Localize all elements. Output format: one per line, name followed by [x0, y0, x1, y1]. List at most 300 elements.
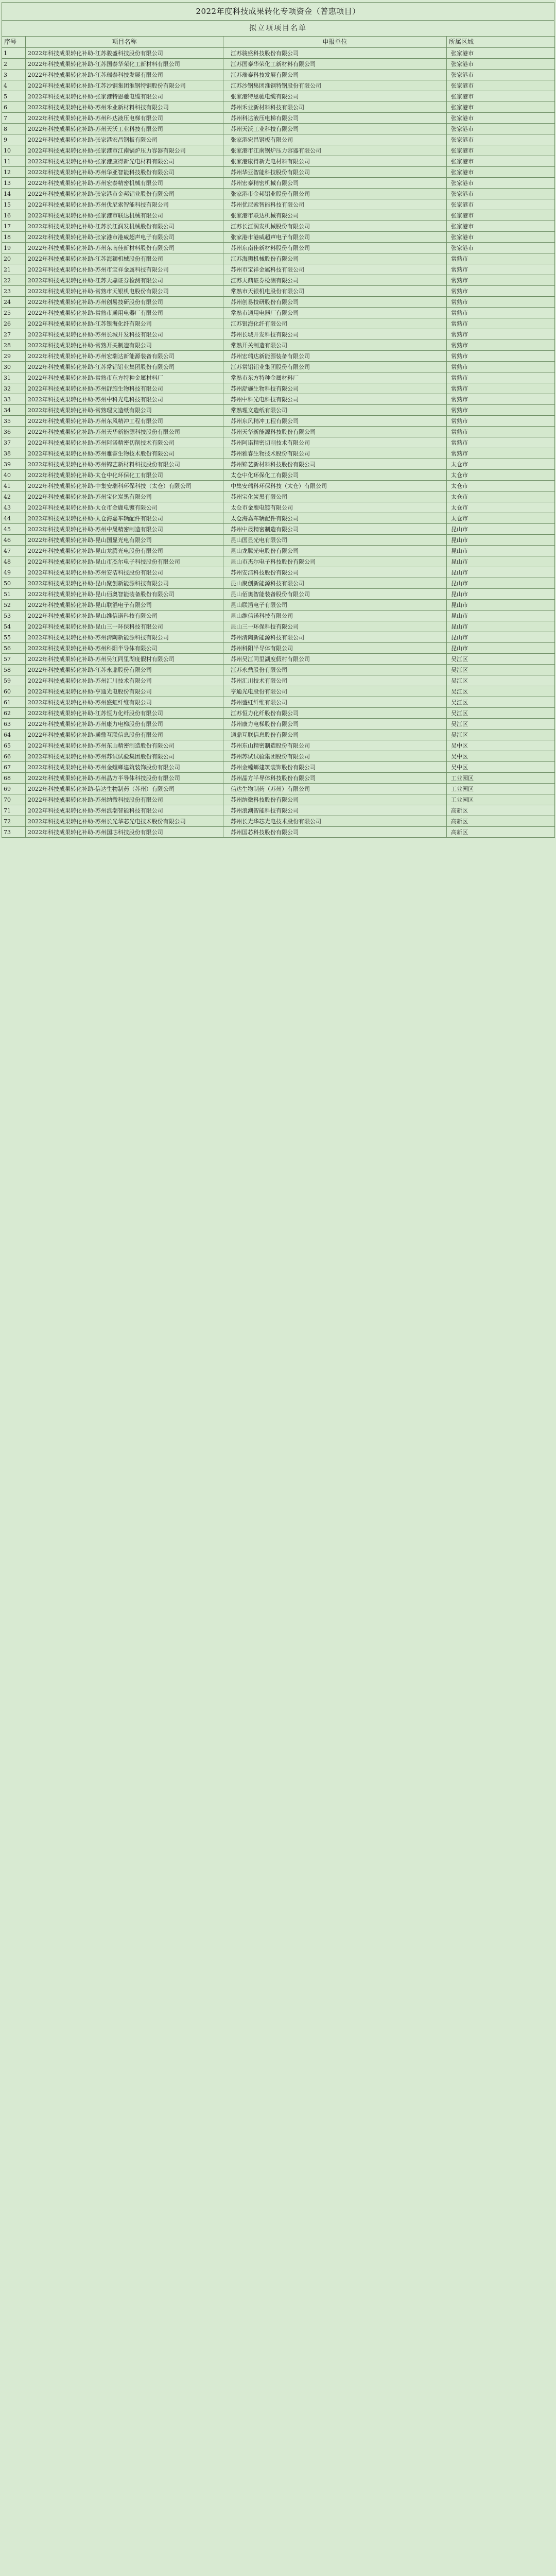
header-no: 序号 — [2, 37, 26, 48]
row-area: 常熟市 — [447, 362, 555, 372]
row-number: 58 — [2, 665, 26, 675]
row-project: 2022年科技成果转化补助-江苏天鼎证券检测有限公司 — [26, 275, 223, 286]
table-row — [2, 134, 555, 145]
row-org: 张家港康得新光电材料有限公司 — [223, 156, 447, 167]
table-row — [2, 567, 555, 578]
row-project: 2022年科技成果转化补助-信达生物制药（苏州）有限公司 — [26, 784, 223, 794]
table-row — [2, 145, 555, 156]
table-row — [2, 243, 555, 253]
row-project: 2022年科技成果转化补助-江苏沙钢集团淮钢特钢股份有限公司 — [26, 80, 223, 91]
row-project: 2022年科技成果转化补助-苏州创易技研股份有限公司 — [26, 297, 223, 308]
row-number: 65 — [2, 740, 26, 751]
row-number: 52 — [2, 600, 26, 611]
row-area: 吴中区 — [447, 740, 555, 751]
row-org: 昆山市杰尔电子科技股份有限公司 — [223, 556, 447, 567]
row-number: 54 — [2, 621, 26, 632]
row-org: 江苏长江润发机械股份有限公司 — [223, 221, 447, 232]
row-area: 吴江区 — [447, 665, 555, 675]
row-org: 昆山佰奥智能装备股份有限公司 — [223, 589, 447, 600]
row-area: 工业园区 — [447, 784, 555, 794]
table-row — [2, 102, 555, 113]
row-area: 张家港市 — [447, 210, 555, 221]
table-row — [2, 362, 555, 372]
row-number: 12 — [2, 167, 26, 178]
row-project: 2022年科技成果转化补助-张家港市联达机械有限公司 — [26, 210, 223, 221]
table-row — [2, 351, 555, 362]
row-area: 昆山市 — [447, 524, 555, 535]
row-number: 61 — [2, 697, 26, 708]
row-project: 2022年科技成果转化补助-江苏骏盛科技股份有限公司 — [26, 48, 223, 59]
row-number: 59 — [2, 675, 26, 686]
row-org: 苏州国芯科技股份有限公司 — [223, 827, 447, 838]
row-org: 苏州中科光电科技有限公司 — [223, 394, 447, 405]
row-area: 昆山市 — [447, 567, 555, 578]
table-row — [2, 178, 555, 189]
table-row — [2, 448, 555, 459]
row-org: 常熟市东方特种金属材料厂 — [223, 372, 447, 383]
row-number: 48 — [2, 556, 26, 567]
row-project: 2022年科技成果转化补助-昆山国显光电有限公司 — [26, 535, 223, 546]
row-number: 10 — [2, 145, 26, 156]
row-project: 2022年科技成果转化补助-张家港宏昌钢板有限公司 — [26, 134, 223, 145]
table-row — [2, 286, 555, 297]
table-row — [2, 437, 555, 448]
table-row — [2, 318, 555, 329]
row-project: 2022年科技成果转化补助-苏州市宝祥金属科技有限公司 — [26, 264, 223, 275]
table-row — [2, 686, 555, 697]
row-number: 43 — [2, 502, 26, 513]
row-number: 9 — [2, 134, 26, 145]
row-number: 3 — [2, 70, 26, 80]
row-org: 苏州科阳半导体有限公司 — [223, 643, 447, 654]
row-area: 张家港市 — [447, 80, 555, 91]
row-project: 2022年科技成果转化补助-江苏银海化纤有限公司 — [26, 318, 223, 329]
row-area: 常熟市 — [447, 372, 555, 383]
row-area: 常熟市 — [447, 308, 555, 318]
row-project: 2022年科技成果转化补助-常熟市东方特种金属材料厂 — [26, 372, 223, 383]
row-org: 苏州雅睿生物技术股份有限公司 — [223, 448, 447, 459]
table-row — [2, 611, 555, 621]
row-project: 2022年科技成果转化补助-苏州金螳螂建筑装饰股份有限公司 — [26, 762, 223, 773]
row-number: 57 — [2, 654, 26, 665]
row-area: 张家港市 — [447, 91, 555, 102]
row-project: 2022年科技成果转化补助-昆山市杰尔电子科技股份有限公司 — [26, 556, 223, 567]
row-area: 张家港市 — [447, 232, 555, 243]
row-area: 昆山市 — [447, 546, 555, 556]
row-org: 苏州科达液压电梯有限公司 — [223, 113, 447, 124]
table-row — [2, 643, 555, 654]
row-number: 66 — [2, 751, 26, 762]
table-row — [2, 297, 555, 308]
row-project: 2022年科技成果转化补助-苏州华亚智能科技股份有限公司 — [26, 167, 223, 178]
row-number: 38 — [2, 448, 26, 459]
row-area: 常熟市 — [447, 275, 555, 286]
document-title: 2022年度科技成果转化专项资金（普惠项目） — [2, 2, 554, 20]
row-org: 江苏骏盛科技股份有限公司 — [223, 48, 447, 59]
row-number: 51 — [2, 589, 26, 600]
row-project: 2022年科技成果转化补助-昆山佰奥智能装备股份有限公司 — [26, 589, 223, 600]
row-project: 2022年科技成果转化补助-江苏长江润发机械股份有限公司 — [26, 221, 223, 232]
row-project: 2022年科技成果转化补助-江苏国泰华荣化工新材料有限公司 — [26, 59, 223, 70]
document-subtitle: 拟立项项目名单 — [2, 20, 554, 36]
row-org: 苏州东风精冲工程有限公司 — [223, 416, 447, 427]
table-row — [2, 48, 555, 59]
row-org: 太仓市金鹿电镀有限公司 — [223, 502, 447, 513]
row-project: 2022年科技成果转化补助-常熟开关制造有限公司 — [26, 340, 223, 351]
row-area: 昆山市 — [447, 535, 555, 546]
table-row — [2, 589, 555, 600]
row-org: 常熟市通用电器厂有限公司 — [223, 308, 447, 318]
row-number: 18 — [2, 232, 26, 243]
table-row — [2, 124, 555, 134]
row-project: 2022年科技成果转化补助-常熟市天银机电股份有限公司 — [26, 286, 223, 297]
table-row — [2, 394, 555, 405]
row-number: 5 — [2, 91, 26, 102]
header-project: 项目名称 — [26, 37, 223, 48]
row-org: 苏州苏试试验集团股份有限公司 — [223, 751, 447, 762]
row-area: 吴江区 — [447, 719, 555, 730]
row-project: 2022年科技成果转化补助-苏州中科光电科技有限公司 — [26, 394, 223, 405]
row-project: 2022年科技成果转化补助-张家港市江南锅炉压力容器有限公司 — [26, 145, 223, 156]
row-org: 苏州天沃工业科技有限公司 — [223, 124, 447, 134]
row-area: 张家港市 — [447, 243, 555, 253]
row-number: 26 — [2, 318, 26, 329]
row-project: 2022年科技成果转化补助-太仓中化环保化工有限公司 — [26, 470, 223, 481]
row-number: 46 — [2, 535, 26, 546]
row-project: 2022年科技成果转化补助-苏州雅睿生物技术股份有限公司 — [26, 448, 223, 459]
row-number: 32 — [2, 383, 26, 394]
row-org: 苏州宏泰精密机械有限公司 — [223, 178, 447, 189]
row-area: 太仓市 — [447, 502, 555, 513]
header-area: 所属区域 — [447, 37, 555, 48]
row-area: 工业园区 — [447, 794, 555, 805]
row-area: 吴江区 — [447, 675, 555, 686]
row-number: 45 — [2, 524, 26, 535]
row-number: 2 — [2, 59, 26, 70]
table-row — [2, 502, 555, 513]
row-project: 2022年科技成果转化补助-昆山三一环保科技有限公司 — [26, 621, 223, 632]
row-org: 江苏沙钢集团淮钢特钢股份有限公司 — [223, 80, 447, 91]
row-number: 8 — [2, 124, 26, 134]
row-project: 2022年科技成果转化补助-江苏瑞泰科技发展有限公司 — [26, 70, 223, 80]
row-org: 苏州天华新能源科技股份有限公司 — [223, 427, 447, 437]
row-number: 19 — [2, 243, 26, 253]
row-number: 11 — [2, 156, 26, 167]
table-row — [2, 405, 555, 416]
row-org: 苏州宏瑞达新能源装备有限公司 — [223, 351, 447, 362]
row-area: 常熟市 — [447, 253, 555, 264]
table-row — [2, 167, 555, 178]
row-area: 常熟市 — [447, 405, 555, 416]
row-area: 常熟市 — [447, 394, 555, 405]
row-number: 30 — [2, 362, 26, 372]
row-project: 2022年科技成果转化补助-江苏常铝铝业集团股份有限公司 — [26, 362, 223, 372]
row-area: 常熟市 — [447, 437, 555, 448]
row-org: 苏州禾业新材料科技有限公司 — [223, 102, 447, 113]
table-header-row — [2, 37, 555, 48]
row-org: 苏州阿诺精密切削技术有限公司 — [223, 437, 447, 448]
row-org: 江苏永鼎股份有限公司 — [223, 665, 447, 675]
row-number: 72 — [2, 816, 26, 827]
row-project: 2022年科技成果转化补助-中集安瑞科环保科技（太仓）有限公司 — [26, 481, 223, 492]
row-number: 71 — [2, 805, 26, 816]
row-project: 2022年科技成果转化补助-苏州吴江同里湖度假村有限公司 — [26, 654, 223, 665]
row-area: 吴江区 — [447, 697, 555, 708]
row-number: 55 — [2, 632, 26, 643]
row-number: 50 — [2, 578, 26, 589]
row-org: 张家港市港威超声电子有限公司 — [223, 232, 447, 243]
row-number: 53 — [2, 611, 26, 621]
row-project: 2022年科技成果转化补助-张家港特恩驰电缆有限公司 — [26, 91, 223, 102]
row-area: 太仓市 — [447, 492, 555, 502]
row-org: 亨通光电股份有限公司 — [223, 686, 447, 697]
row-number: 14 — [2, 189, 26, 199]
row-project: 2022年科技成果转化补助-苏州安洁科技股份有限公司 — [26, 567, 223, 578]
row-org: 昆山维信诺科技有限公司 — [223, 611, 447, 621]
row-area: 张家港市 — [447, 70, 555, 80]
row-area: 高新区 — [447, 805, 555, 816]
row-org: 昆山聚创新能源科技有限公司 — [223, 578, 447, 589]
row-project: 2022年科技成果转化补助-苏州苏试试验集团股份有限公司 — [26, 751, 223, 762]
row-number: 17 — [2, 221, 26, 232]
row-project: 2022年科技成果转化补助-常熟理文造纸有限公司 — [26, 405, 223, 416]
row-number: 42 — [2, 492, 26, 502]
row-org: 苏州汇川技术有限公司 — [223, 675, 447, 686]
row-org: 江苏天鼎证券检测有限公司 — [223, 275, 447, 286]
row-number: 67 — [2, 762, 26, 773]
row-area: 昆山市 — [447, 643, 555, 654]
row-project: 2022年科技成果转化补助-苏州国芯科技股份有限公司 — [26, 827, 223, 838]
row-project: 2022年科技成果转化补助-苏州晶方半导体科技股份有限公司 — [26, 773, 223, 784]
row-project: 2022年科技成果转化补助-太仓市金鹿电镀有限公司 — [26, 502, 223, 513]
table-row — [2, 751, 555, 762]
row-project: 2022年科技成果转化补助-昆山龙腾光电股份有限公司 — [26, 546, 223, 556]
row-area: 常熟市 — [447, 264, 555, 275]
row-org: 信达生物制药（苏州）有限公司 — [223, 784, 447, 794]
row-area: 常熟市 — [447, 340, 555, 351]
row-area: 常熟市 — [447, 351, 555, 362]
row-area: 常熟市 — [447, 448, 555, 459]
row-project: 2022年科技成果转化补助-昆山联滔电子有限公司 — [26, 600, 223, 611]
row-org: 太仓海嘉车辆配件有限公司 — [223, 513, 447, 524]
row-area: 高新区 — [447, 816, 555, 827]
row-number: 24 — [2, 297, 26, 308]
row-org: 苏州纳微科技股份有限公司 — [223, 794, 447, 805]
table-row — [2, 632, 555, 643]
table-row — [2, 80, 555, 91]
row-project: 2022年科技成果转化补助-苏州科达液压电梯有限公司 — [26, 113, 223, 124]
row-org: 昆山龙腾光电股份有限公司 — [223, 546, 447, 556]
row-area: 昆山市 — [447, 611, 555, 621]
table-row — [2, 805, 555, 816]
row-number: 13 — [2, 178, 26, 189]
row-project: 2022年科技成果转化补助-苏州清陶新能源科技有限公司 — [26, 632, 223, 643]
row-number: 6 — [2, 102, 26, 113]
row-area: 张家港市 — [447, 102, 555, 113]
row-org: 苏州盛虹纤维有限公司 — [223, 697, 447, 708]
row-org: 苏州中晟精密制造有限公司 — [223, 524, 447, 535]
table-row — [2, 665, 555, 675]
row-number: 56 — [2, 643, 26, 654]
row-area: 昆山市 — [447, 556, 555, 567]
row-org: 苏州长城开发科技有限公司 — [223, 329, 447, 340]
row-number: 27 — [2, 329, 26, 340]
row-project: 2022年科技成果转化补助-苏州盛虹纤维有限公司 — [26, 697, 223, 708]
table-row — [2, 481, 555, 492]
row-area: 吴江区 — [447, 730, 555, 740]
table-row — [2, 91, 555, 102]
table-row — [2, 730, 555, 740]
row-project: 2022年科技成果转化补助-昆山聚创新能源科技有限公司 — [26, 578, 223, 589]
table-row — [2, 513, 555, 524]
row-number: 1 — [2, 48, 26, 59]
row-project: 2022年科技成果转化补助-苏州汇川技术有限公司 — [26, 675, 223, 686]
row-area: 张家港市 — [447, 124, 555, 134]
table-row — [2, 264, 555, 275]
row-area: 昆山市 — [447, 632, 555, 643]
row-org: 通鼎互联信息股份有限公司 — [223, 730, 447, 740]
row-number: 62 — [2, 708, 26, 719]
row-project: 2022年科技成果转化补助-苏州锦艺新材料科技股份有限公司 — [26, 459, 223, 470]
table-row — [2, 70, 555, 80]
table-row — [2, 621, 555, 632]
row-org: 苏州浪潮智能科技有限公司 — [223, 805, 447, 816]
table-row — [2, 697, 555, 708]
row-project: 2022年科技成果转化补助-苏州阿诺精密切削技术有限公司 — [26, 437, 223, 448]
row-number: 15 — [2, 199, 26, 210]
row-org: 张家港市金邦铝业股份有限公司 — [223, 189, 447, 199]
row-project: 2022年科技成果转化补助-苏州宏瑞达新能源装备有限公司 — [26, 351, 223, 362]
table-row — [2, 784, 555, 794]
row-number: 37 — [2, 437, 26, 448]
row-project: 2022年科技成果转化补助-苏州中晟精密制造有限公司 — [26, 524, 223, 535]
row-area: 昆山市 — [447, 589, 555, 600]
row-project: 2022年科技成果转化补助-苏州宏泰精密机械有限公司 — [26, 178, 223, 189]
table-row — [2, 275, 555, 286]
row-area: 张家港市 — [447, 167, 555, 178]
table-row — [2, 372, 555, 383]
row-project: 2022年科技成果转化补助-苏州天沃工业科技有限公司 — [26, 124, 223, 134]
table-row — [2, 524, 555, 535]
row-project: 2022年科技成果转化补助-昆山维信诺科技有限公司 — [26, 611, 223, 621]
row-area: 张家港市 — [447, 178, 555, 189]
table-row — [2, 308, 555, 318]
row-project: 2022年科技成果转化补助-苏州长光华芯光电技术股份有限公司 — [26, 816, 223, 827]
row-number: 34 — [2, 405, 26, 416]
row-number: 69 — [2, 784, 26, 794]
row-project: 2022年科技成果转化补助-苏州长城开发科技有限公司 — [26, 329, 223, 340]
row-org: 苏州晶方半导体科技股份有限公司 — [223, 773, 447, 784]
row-project: 2022年科技成果转化补助-苏州科阳半导体有限公司 — [26, 643, 223, 654]
row-area: 昆山市 — [447, 621, 555, 632]
row-org: 张家港宏昌钢板有限公司 — [223, 134, 447, 145]
row-number: 35 — [2, 416, 26, 427]
header-org: 申报单位 — [223, 37, 447, 48]
row-org: 苏州创易技研股份有限公司 — [223, 297, 447, 308]
row-project: 2022年科技成果转化补助-张家港市金邦铝业股份有限公司 — [26, 189, 223, 199]
row-project: 2022年科技成果转化补助-苏州康力电梯股份有限公司 — [26, 719, 223, 730]
row-org: 江苏国泰华荣化工新材料有限公司 — [223, 59, 447, 70]
row-area: 昆山市 — [447, 578, 555, 589]
row-org: 江苏恒力化纤股份有限公司 — [223, 708, 447, 719]
row-area: 太仓市 — [447, 470, 555, 481]
row-project: 2022年科技成果转化补助-张家港市港威超声电子有限公司 — [26, 232, 223, 243]
row-project: 2022年科技成果转化补助-亨通光电股份有限公司 — [26, 686, 223, 697]
table-row — [2, 232, 555, 243]
row-org: 常熟理文造纸有限公司 — [223, 405, 447, 416]
row-area: 工业园区 — [447, 773, 555, 784]
project-table — [2, 36, 555, 838]
row-number: 73 — [2, 827, 26, 838]
row-number: 22 — [2, 275, 26, 286]
table-row — [2, 340, 555, 351]
row-org: 常熟开关制造有限公司 — [223, 340, 447, 351]
row-org: 江苏常铝铝业集团股份有限公司 — [223, 362, 447, 372]
row-org: 苏州安洁科技股份有限公司 — [223, 567, 447, 578]
row-org: 张家港市联达机械有限公司 — [223, 210, 447, 221]
table-row — [2, 827, 555, 838]
table-row — [2, 719, 555, 730]
table-row — [2, 794, 555, 805]
table-row — [2, 546, 555, 556]
row-number: 63 — [2, 719, 26, 730]
row-area: 张家港市 — [447, 156, 555, 167]
row-org: 苏州锦艺新材料科技股份有限公司 — [223, 459, 447, 470]
row-org: 苏州清陶新能源科技有限公司 — [223, 632, 447, 643]
row-org: 苏州优尼索智能科技有限公司 — [223, 199, 447, 210]
table-row — [2, 221, 555, 232]
row-org: 张家港特恩驰电缆有限公司 — [223, 91, 447, 102]
row-area: 吴中区 — [447, 751, 555, 762]
table-row — [2, 210, 555, 221]
row-org: 太仓中化环保化工有限公司 — [223, 470, 447, 481]
row-area: 常熟市 — [447, 427, 555, 437]
row-number: 31 — [2, 372, 26, 383]
row-org: 苏州长光华芯光电技术股份有限公司 — [223, 816, 447, 827]
table-body — [2, 48, 555, 838]
table-row — [2, 740, 555, 751]
row-project: 2022年科技成果转化补助-张家港康得新光电材料有限公司 — [26, 156, 223, 167]
row-project: 2022年科技成果转化补助-苏州天华新能源科技股份有限公司 — [26, 427, 223, 437]
table-row — [2, 459, 555, 470]
row-number: 64 — [2, 730, 26, 740]
row-number: 44 — [2, 513, 26, 524]
row-area: 高新区 — [447, 827, 555, 838]
table-row — [2, 189, 555, 199]
row-org: 苏州东山精密制造股份有限公司 — [223, 740, 447, 751]
table-row — [2, 59, 555, 70]
row-area: 常熟市 — [447, 297, 555, 308]
row-project: 2022年科技成果转化补助-苏州舒施生物科技有限公司 — [26, 383, 223, 394]
table-row — [2, 556, 555, 567]
row-area: 吴江区 — [447, 708, 555, 719]
row-number: 7 — [2, 113, 26, 124]
row-area: 太仓市 — [447, 459, 555, 470]
row-project: 2022年科技成果转化补助-常熟市通用电器厂有限公司 — [26, 308, 223, 318]
row-area: 常熟市 — [447, 416, 555, 427]
table-row — [2, 578, 555, 589]
row-area: 张家港市 — [447, 48, 555, 59]
row-number: 29 — [2, 351, 26, 362]
table-row — [2, 416, 555, 427]
table-row — [2, 427, 555, 437]
row-project: 2022年科技成果转化补助-苏州东南佳新材料股份有限公司 — [26, 243, 223, 253]
row-number: 41 — [2, 481, 26, 492]
row-org: 常熟市天银机电股份有限公司 — [223, 286, 447, 297]
row-org: 昆山三一环保科技有限公司 — [223, 621, 447, 632]
row-project: 2022年科技成果转化补助-苏州宝化炭黑有限公司 — [26, 492, 223, 502]
table-row — [2, 773, 555, 784]
